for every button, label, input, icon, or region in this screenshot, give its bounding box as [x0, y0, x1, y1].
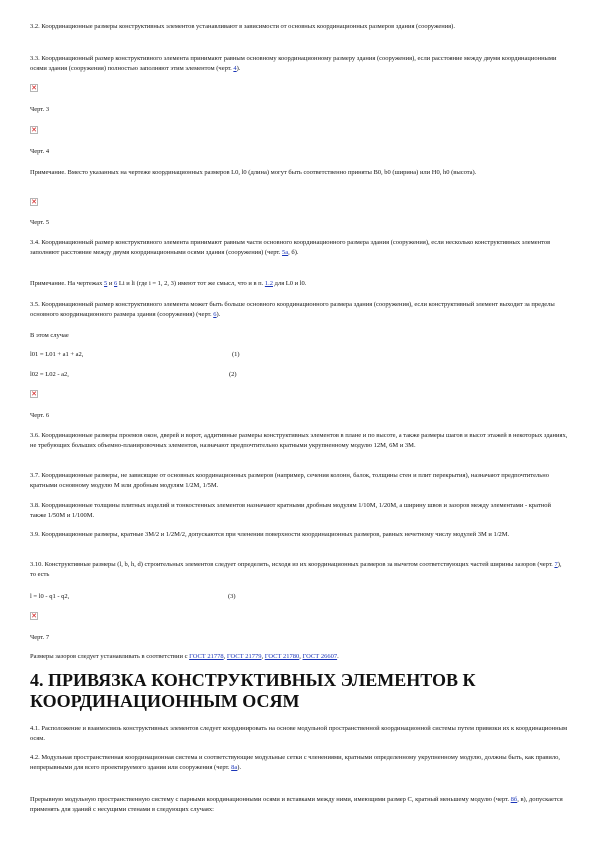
broken-image-icon: ✕: [31, 612, 37, 620]
figure-6-caption: Черт. 6: [30, 412, 50, 419]
link-gost-21780[interactable]: ГОСТ 21780: [264, 653, 300, 660]
paragraph-middle: , в), допускается применять для зданий с несущими стенами в следующих: [30, 796, 563, 813]
paragraph-text: 3.3. Координационный размер конструктивного элемента принимают равным основному координационному размеру здания (сооружения), если расстояние между двумя координационными осями здания (сооружения) полностью заполняют этим элементом (черт.: [30, 55, 557, 72]
link-fig-5a[interactable]: 5а: [282, 249, 289, 256]
note-middle: Li и li (где i = 1, 2, 3) имеют тот же смысл, что и в п.: [118, 280, 264, 287]
paragraph-4-1: 4.1. Расположение и взаимосвязь конструктивных элементов следует координировать на основе модульной пространственной координационной системы путем привязки их к координационным осям.: [30, 725, 568, 742]
equation-1-number: (1): [232, 351, 240, 358]
separator: ,: [223, 653, 226, 660]
paragraph-4-2: [30, 753, 568, 773]
separator: ,: [261, 653, 264, 660]
paragraph-tail: ).: [236, 65, 241, 72]
link-fig-4[interactable]: 4: [233, 65, 237, 72]
in-this-case-text: В этом случае: [30, 332, 69, 339]
conjunction: и: [108, 280, 113, 287]
link-fig-7[interactable]: 7: [554, 561, 558, 568]
link-fig-8a[interactable]: 8а: [231, 764, 238, 771]
link-fig-8b[interactable]: 8б: [510, 796, 518, 803]
paragraph-tail: ).: [216, 311, 221, 318]
paragraph-tail: ).: [237, 764, 242, 771]
broken-image-icon: ✕: [31, 84, 37, 92]
broken-image-icon: ✕: [31, 126, 37, 134]
paragraph-3-8: 3.8. Координационные толщины плитных изделий и тонкостенных элементов назначают кратными дробным модулям 1/10М, 1/20М, а ширину швов и зазоров между элементами - кратной также 1/50М и 1/100М.: [30, 502, 551, 519]
separator: ,: [288, 249, 290, 256]
figure-4-caption: Черт. 4: [30, 148, 50, 155]
section-4-heading: 4. ПРИВЯЗКА КОНСТРУКТИВНЫХ ЭЛЕМЕНТОВ К КООРДИНАЦИОННЫМ ОСЯМ: [30, 670, 476, 711]
paragraph-3-4: [30, 238, 568, 258]
paragraph-3-10: [30, 560, 568, 580]
paragraph-text: 3.5. Координационный размер конструктивного элемента может быть больше основного координационного размера здания (сооружения), если конструктивный элемент выходит за пределы основного координационного размера здания (сооружения) (черт.: [30, 301, 555, 318]
link-fig-6[interactable]: 6: [114, 280, 118, 287]
paragraph-3-3: [30, 54, 568, 74]
paragraph-3-6: 3.6. Координационные размеры проемов окон, дверей и ворот, аддитивные размеры конструктивных элементов в плане и по высоте, а также размеры шагов и высот этажей в некоторых зданиях, не требующих больших объемно-планировочных элементов, назначают предпочтительно кратными укрупненному модулю 12М, 6М и 3М.: [30, 432, 568, 449]
link-fig-6[interactable]: 6: [213, 311, 217, 318]
paragraph-text: 4.2. Модульная пространственная координационная система и соответствующие модульные сетки с членениями, кратными определенному укрупненному модулю, должны быть, как правило, непрерывными для всего проектируемого здания или сооружения (черт.: [30, 754, 560, 771]
paragraph-text: Прерывную модульную пространственную систему с парными координационными осями и вставками между ними, имеющими размер С, кратный меньшему модулю (черт.: [30, 796, 510, 803]
equation-3: l = l0 - q1 - q2,: [30, 593, 70, 600]
note-2: [30, 279, 568, 289]
note-suffix: для L0 и l0.: [274, 280, 307, 287]
equation-1: l01 = L01 + a1 + a2,: [30, 351, 84, 358]
paragraph-tail: б).: [291, 249, 299, 256]
paragraph-text: Размеры зазоров следует устанавливать в соответствии с: [30, 653, 188, 660]
paragraph-text: 3.4. Координационный размер конструктивного элемента принимают равным части основного координационного размера здания (сооружения), если несколько конструктивных элементов заполняют расстояние между двумя координационными осями здания (сооружения) (черт.: [30, 239, 551, 256]
paragraph-tail: ), то есть: [30, 561, 562, 578]
link-gost-26607[interactable]: ГОСТ 26607: [302, 653, 338, 660]
equation-2: l02 = L02 - a2,: [30, 371, 69, 378]
paragraph-3-5: [30, 300, 568, 320]
note-prefix: Примечание. На чертежах: [30, 280, 103, 287]
separator: ,: [299, 653, 301, 660]
figure-7-caption: Черт. 7: [30, 634, 50, 641]
link-gost-21779[interactable]: ГОСТ 21779: [226, 653, 262, 660]
equation-2-number: (2): [229, 371, 237, 378]
paragraph-3-2: 3.2. Координационные размеры конструктивных элементов устанавливают в зависимости от основных координационных размеров здания (сооружения).: [30, 23, 455, 30]
equation-3-number: (3): [228, 593, 236, 600]
period: .: [337, 653, 339, 660]
paragraph-4-3: [30, 795, 568, 815]
link-fig-5[interactable]: 5: [104, 280, 108, 287]
paragraph-3-9: 3.9. Координационные размеры, кратные 3М/2 и 1/2М/2, допускаются при членении поверхности координационных размеров, равных нечетному числу модулей 3М и 1/2М.: [30, 531, 510, 538]
note-1: Примечание. Вместо указанных на чертеже координационных размеров L0, l0 (длина) могут быть соответственно приняты B0, b0 (ширина) или H0, h0 (высота).: [30, 169, 477, 176]
figure-3-caption: Черт. 3: [30, 106, 50, 113]
figure-5-caption: Черт. 5: [30, 219, 50, 226]
broken-image-icon: ✕: [31, 390, 37, 398]
link-clause-1-2[interactable]: 1.2: [264, 280, 274, 287]
paragraph-3-7: 3.7. Координационные размеры, не зависящие от основных координационных размеров (например, сечения колонн, балок, толщины стен и плит перекрытия), назначают предпочтительно кратными основному модулю М или дробным модулям 1/2М, 1/5М.: [30, 472, 549, 489]
link-gost-21778[interactable]: ГОСТ 21778: [189, 653, 224, 660]
gaps-standards-paragraph: [30, 652, 568, 662]
broken-image-icon: ✕: [31, 198, 37, 206]
paragraph-tail: случаях:: [190, 806, 214, 813]
paragraph-text: 3.10. Конструктивные размеры (l, b, h, d) строительных элементов следует определять, исходя из их координационных размеров за вычетом соответствующих частей ширины зазоров (черт.: [30, 561, 553, 568]
